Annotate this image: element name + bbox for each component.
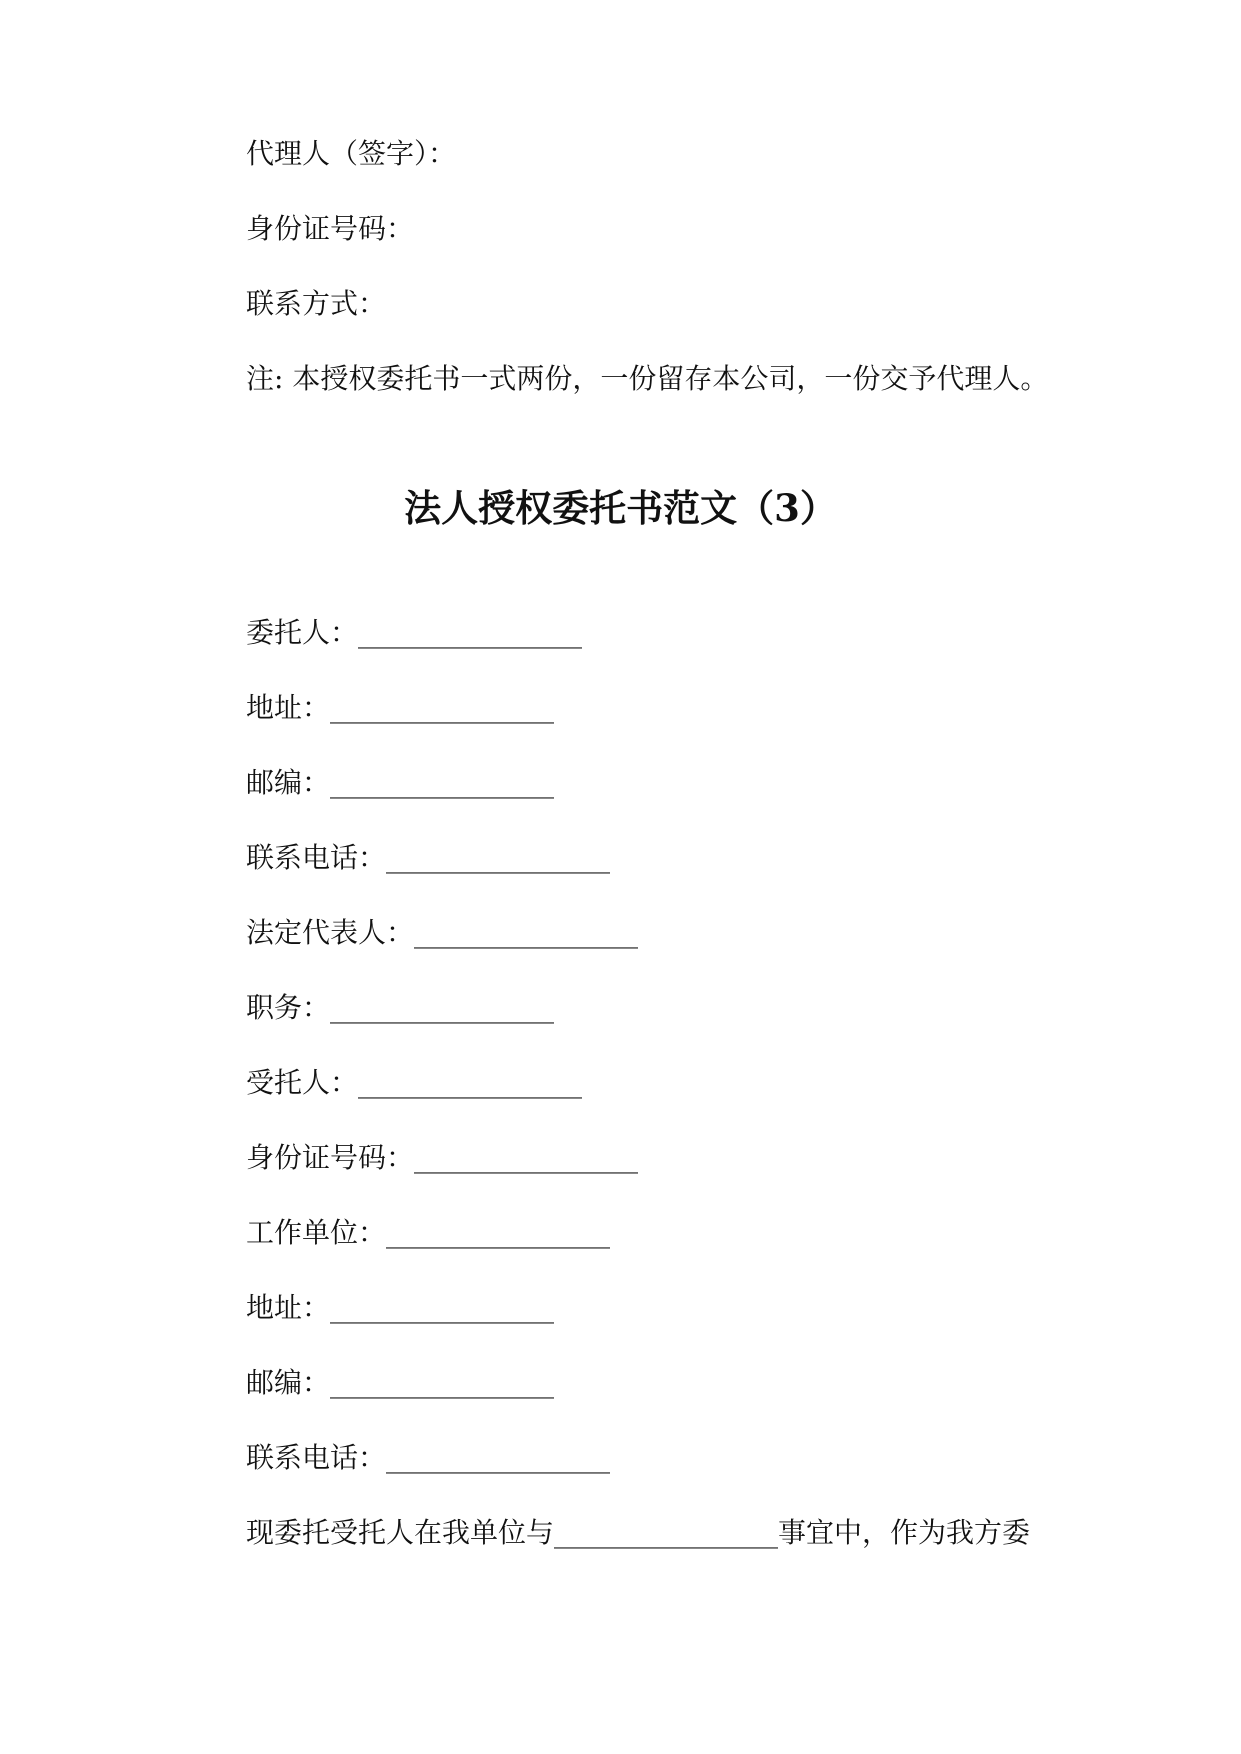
form-field-principal-postcode: 邮编：________________	[246, 766, 555, 799]
form-field-trustee-phone: 联系电话：________________	[246, 1441, 611, 1474]
form-field-position: 职务：________________	[246, 991, 555, 1024]
form-field-principal: 委托人：________________	[246, 616, 583, 649]
form-field-principal-address: 地址：________________	[246, 691, 555, 724]
agent-contact-line: 联系方式：	[246, 287, 387, 320]
form-field-legal-representative: 法定代表人：________________	[246, 916, 639, 949]
form-field-principal-phone: 联系电话：________________	[246, 841, 611, 874]
section-title: 法人授权委托书范文（3）	[404, 486, 837, 530]
agent-signature-line: 代理人（签字）：	[246, 137, 457, 170]
form-field-trustee: 受托人：________________	[246, 1066, 583, 1099]
form-field-trustee-address: 地址：________________	[246, 1291, 555, 1324]
form-field-trustee-id-number: 身份证号码：________________	[246, 1141, 639, 1174]
agent-id-number-line: 身份证号码：	[246, 212, 415, 245]
form-field-trustee-postcode: 邮编：________________	[246, 1366, 555, 1399]
form-field-work-unit: 工作单位：________________	[246, 1216, 611, 1249]
note-line: 注: 本授权委托书一式两份，一份留存本公司，一份交予代理人。	[246, 362, 1049, 395]
closing-line: 现委托受托人在我单位与________________事宜中，作为我方委	[246, 1516, 1031, 1549]
